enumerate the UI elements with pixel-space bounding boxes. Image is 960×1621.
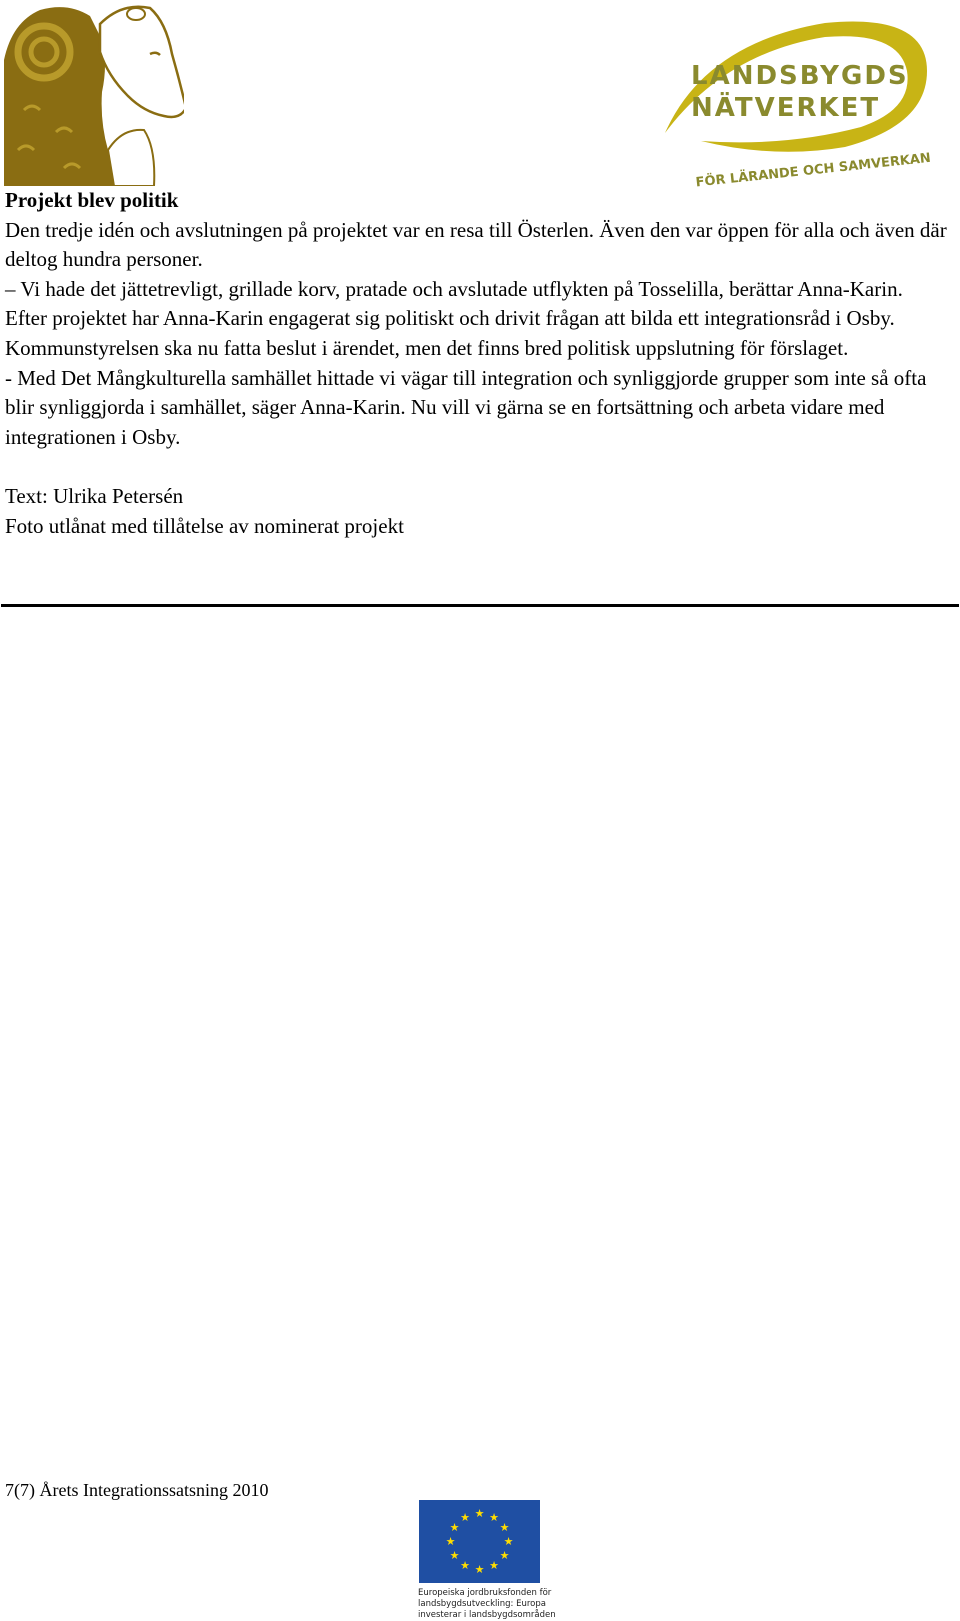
page-footer-label: 7(7) Årets Integrationssatsning 2010 (5, 1480, 269, 1500)
svg-text:★: ★ (449, 1549, 460, 1562)
article-headline: Projekt blev politik (5, 188, 179, 212)
landsbygdsnatverket-logo (665, 15, 960, 190)
svg-text:★: ★ (449, 1521, 460, 1534)
brand-name-line2: NÄTVERKET (691, 93, 881, 123)
eu-flag-icon (419, 1500, 540, 1583)
photo-credit: Foto utlånat med tillåtelse av nominerat projekt (5, 513, 404, 538)
eu-funding-logo (418, 1500, 556, 1620)
eu-caption-line: Europeiska jordbruksfonden för (418, 1588, 552, 1598)
svg-text:★: ★ (460, 1511, 470, 1524)
svg-text:★: ★ (474, 1507, 485, 1520)
article-quote: - Med Det Mångkulturella samhället hittade vi vägar till integration och synliggjorde grupper som inte så ofta blir synliggjorda i samhället, säger Anna-Karin. Nu vill vi gärna se en fortsättning och arbeta vidare med integrationen i Osby. (5, 365, 927, 449)
svg-text:★: ★ (445, 1535, 456, 1548)
paragraph-spacer (5, 452, 955, 482)
eu-caption (418, 1588, 558, 1621)
svg-text:★: ★ (499, 1549, 510, 1562)
svg-text:★: ★ (489, 1511, 499, 1524)
svg-text:★: ★ (474, 1563, 485, 1576)
brand-tagline: FÖR LÄRANDE OCH SAMVERKAN (694, 150, 932, 190)
sheep-logo (4, 0, 184, 186)
svg-text:★: ★ (499, 1521, 510, 1534)
svg-text:★: ★ (503, 1535, 514, 1548)
article-paragraph: Efter projektet har Anna-Karin engagerat sig politiskt och drivit frågan att bilda ett integrationsråd i Osby. Kommunstyrelsen ska nu fatta beslut i ärendet, men det finns bred politisk uppslutning för förslaget. (5, 306, 895, 360)
eu-caption-line: landsbygdsutveckling: Europa (418, 1599, 546, 1609)
page-header (0, 0, 960, 190)
svg-text:★: ★ (460, 1559, 470, 1572)
brand-name-line1: LANDSBYGDS (691, 61, 909, 91)
article-quote: – Vi hade det jättetrevligt, grillade korv, pratade och avslutade utflykten på Tosselilla, berättar Anna-Karin. (5, 276, 903, 301)
eu-caption-line: investerar i landsbygdsområden (418, 1610, 556, 1620)
article-paragraph: Den tredje idén och avslutningen på projektet var en resa till Österlen. Även den var öppen för alla och även där deltog hundra personer. (5, 217, 947, 272)
section-divider (1, 604, 959, 607)
article (5, 186, 955, 541)
svg-text:★: ★ (489, 1559, 499, 1572)
text-credit: Text: Ulrika Petersén (5, 483, 184, 508)
